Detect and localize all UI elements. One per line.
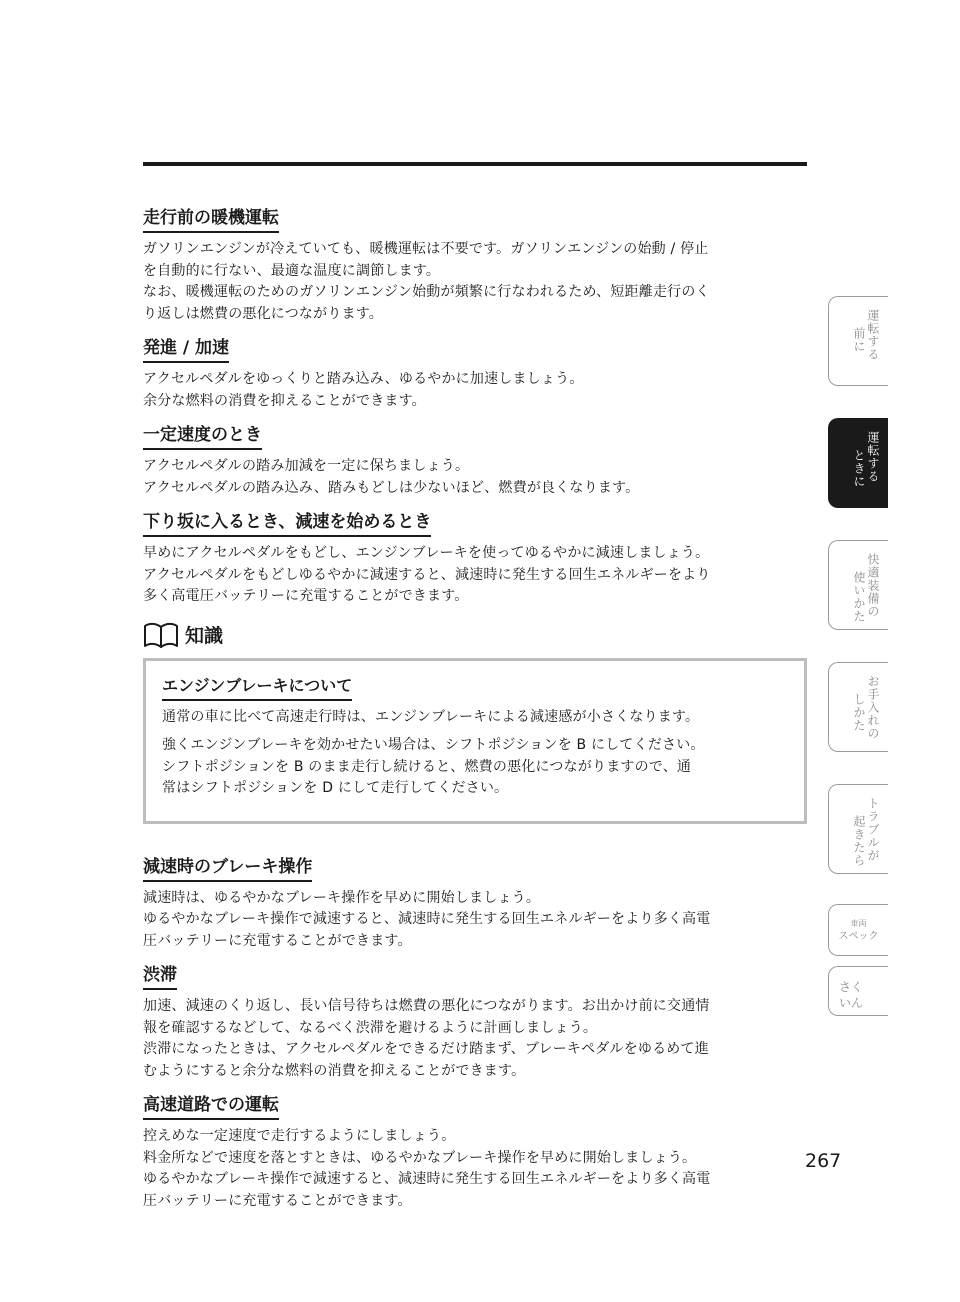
body-line: 余分な燃料の消費を抑えることができます。 [143, 392, 426, 409]
side-tab[interactable] [828, 784, 888, 874]
section [143, 854, 807, 953]
body-line: なお、暖機運転のためのガソリンエンジン始動が頻繁に行なわれるため、短距離走行のく [143, 284, 710, 300]
knowledge-label: 知識 [185, 625, 224, 647]
body-line: 料金所などで速度を落とすときは、ゆるやかなブレーキ操作を早めに開始しましょう。 [143, 1149, 697, 1166]
section [143, 509, 807, 608]
body-line: 減速時は、ゆるやかなブレーキ操作を早めに開始しましょう。 [143, 889, 541, 906]
side-tab[interactable] [828, 418, 888, 508]
section-heading: 発進 / 加速 [143, 335, 229, 363]
side-tab[interactable] [828, 966, 888, 1016]
body-line: 早めにアクセルペダルをもどし、エンジンブレーキを使ってゆるやかに減速しましょう。 [143, 545, 710, 561]
side-tab[interactable] [828, 540, 888, 630]
body-line: 報を確認するなどして、なるべく渋滞を避けるように計画しましょう。 [143, 1019, 598, 1036]
body-line: 控えめな一定速度で走行するようにしましょう。 [143, 1128, 456, 1144]
section [143, 422, 807, 499]
sections-upper [143, 205, 807, 608]
sections-lower [143, 854, 807, 1213]
section-heading: 高速道路での運転 [143, 1092, 279, 1120]
knowledge-line: シフトポジションを B のまま走行し続けると、燃費の悪化につながりますので、通 [162, 758, 692, 775]
section [143, 335, 807, 412]
main-content [143, 205, 807, 1222]
side-tab[interactable] [828, 904, 888, 956]
section [143, 205, 807, 325]
side-tab-label: ときに [852, 449, 866, 488]
body-line: り返しは燃費の悪化につながります。 [143, 305, 383, 322]
side-tab-label: トラブルが [866, 797, 880, 862]
body-line: ゆるやかなブレーキ操作で減速すると、減速時に発生する回生エネルギーをより多く高電 [143, 911, 711, 927]
top-rule [143, 162, 807, 166]
side-tab-label: さく [839, 980, 864, 994]
side-tab-label: 使いかた [852, 571, 866, 623]
side-tab-label: 車両 [850, 919, 867, 928]
knowledge-body [162, 707, 788, 800]
body-line: アクセルペダルの踏み込み、踏みもどしは少ないほど、燃費が良くなります。 [143, 479, 640, 496]
side-tab-label: 運転する [866, 309, 880, 361]
body-line: アクセルペダルをもどしゆるやかに減速すると、減速時に発生する回生エネルギーをより [143, 566, 711, 583]
body-line: 多く高電圧バッテリーに充電することができます。 [143, 588, 469, 604]
body-line: アクセルペダルの踏み加減を一定に保ちましょう。 [143, 458, 470, 474]
knowledge-line: 強くエンジンブレーキを効かせたい場合は、シフトポジションを B にしてください。 [162, 737, 705, 753]
page-number: 267 [805, 1150, 842, 1172]
knowledge-paragraph [162, 735, 788, 800]
body-line: ガソリンエンジンが冷えていても、暖機運転は不要です。ガソリンエンジンの始動 / 停止 [143, 241, 709, 257]
body-line: 加速、減速のくり返し、長い信号待ちは燃費の悪化につながります。お出かけ前に交通情 [143, 998, 710, 1014]
section-heading: 減速時のブレーキ操作 [143, 854, 312, 882]
side-tab-label: 快適装備の [866, 553, 880, 618]
side-tab-label: スペック [838, 931, 879, 942]
body-line: むようにすると余分な燃料の消費を抑えることができます。 [143, 1062, 526, 1079]
body-line: 渋滞になったときは、アクセルペダルをできるだけ踏まず、ブレーキペダルをゆるめて進 [143, 1041, 709, 1057]
body-line: 圧バッテリーに充電することができます。 [143, 1192, 412, 1209]
section [143, 962, 807, 1082]
book-icon [143, 622, 179, 648]
section-heading: 下り坂に入るとき、減速を始めるとき [143, 509, 431, 537]
knowledge-line: 常はシフトポジションを D にして走行してください。 [162, 780, 509, 796]
section-heading: 走行前の暖機運転 [143, 205, 279, 233]
side-tab-label: いん [839, 996, 864, 1010]
section-heading: 一定速度のとき [143, 422, 262, 450]
body-line: アクセルペダルをゆっくりと踏み込み、ゆるやかに加速しましょう。 [143, 371, 584, 387]
body-line: ゆるやかなブレーキ操作で減速すると、減速時に発生する回生エネルギーをより多く高電 [143, 1171, 711, 1187]
section-heading: 渋滞 [143, 962, 177, 990]
side-tab[interactable] [828, 296, 888, 386]
knowledge-title [143, 618, 807, 652]
side-tab-label: 前に [852, 327, 866, 353]
body-line: 圧バッテリーに充電することができます。 [143, 932, 412, 949]
knowledge-box [143, 658, 807, 824]
side-tab-label: しかた [852, 693, 866, 732]
knowledge-heading: エンジンブレーキについて [162, 673, 352, 701]
side-tab-label: お手入れの [866, 675, 880, 740]
body-line: を自動的に行ない、最適な温度に調節します。 [143, 262, 441, 279]
side-tab[interactable] [828, 662, 888, 752]
knowledge-line: 通常の車に比べて高速走行時は、エンジンブレーキによる減速感が小さくなります。 [162, 708, 700, 725]
side-tab-label: 起きたら [852, 815, 866, 867]
knowledge-paragraph [162, 707, 788, 729]
side-tab-label: 運転する [866, 431, 880, 483]
section [143, 1092, 807, 1212]
